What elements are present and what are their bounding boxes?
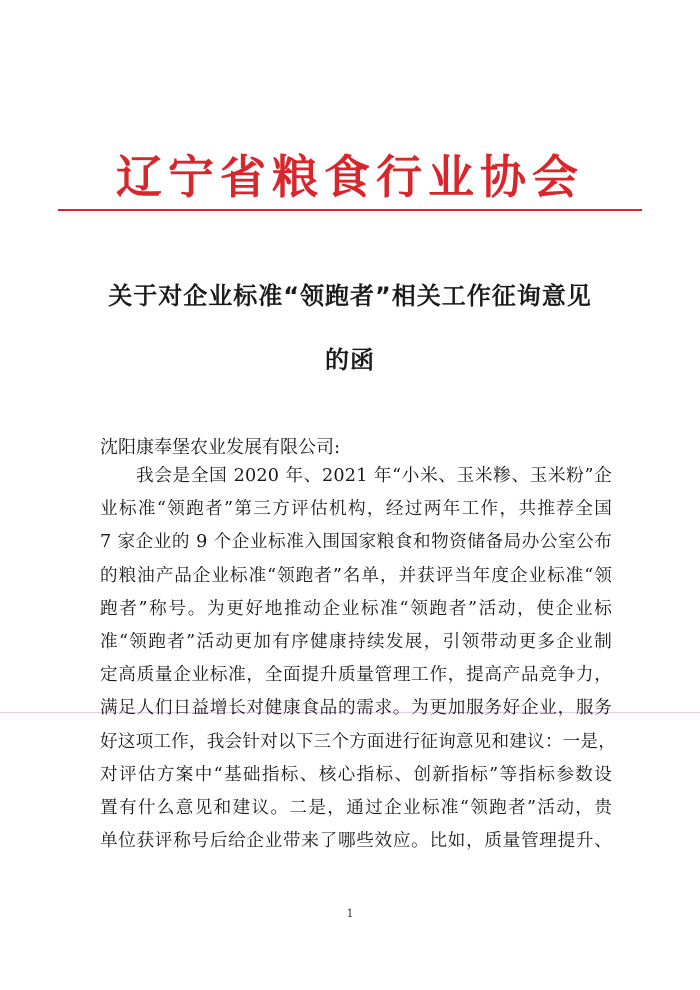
body-line: 定高质量企业标准，全面提升质量管理工作，提高产品竞争力， [100, 665, 612, 686]
salutation: 沈阳康奉堡农业发展有限公司: [100, 437, 341, 458]
body-line: 单位获评称号后给企业带来了哪些效应。比如，质量管理提升、 [100, 831, 612, 852]
body-line: 我会是全国 2020 年、2021 年“小米、玉米糁、玉米粉”企 [136, 466, 612, 486]
document-title-line-2: 的函 [325, 346, 375, 374]
body-line: 7 家企业的 9 个企业标准入围国家粮食和物资储备局办公室公布 [100, 532, 612, 553]
body-line: 对评估方案中“基础指标、核心指标、创新指标”等指标参数设 [100, 764, 612, 785]
body-paragraph [100, 460, 617, 858]
body-line: 置有什么意见和建议。二是，通过企业标准“领跑者”活动，贵 [100, 797, 612, 818]
body-line: 好这项工作，我会针对以下三个方面进行征询意见和建议：一是， [100, 731, 617, 752]
document-title-line-1: 关于对企业标准“领跑者”相关工作征询意见 [108, 282, 592, 310]
body-line: 业标准“领跑者”第三方评估机构，经过两年工作，共推荐全国 [100, 499, 612, 520]
body-line: 准“领跑者”活动更加有序健康持续发展，引领带动更多企业制 [100, 631, 612, 652]
page-number: 1 [346, 907, 354, 920]
body-line: 跑者”称号。为更好地推动企业标准“领跑者”活动，使企业标 [100, 598, 612, 619]
letterhead-organization-name: 辽宁省粮食行业协会 [116, 150, 584, 204]
letterhead-red-rule [58, 209, 642, 211]
body-line: 的粮油产品企业标准“领跑者”名单，并获评当年度企业标准“领 [100, 565, 612, 586]
body-line: 满足人们日益增长对健康食品的需求。为更加服务好企业，服务 [100, 698, 612, 719]
